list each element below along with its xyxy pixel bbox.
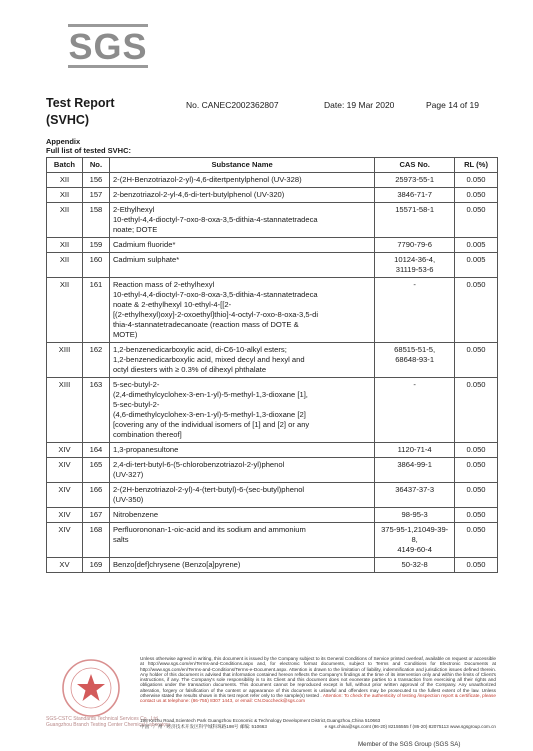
cas-cell: 3864-99-1 bbox=[375, 458, 455, 483]
header-batch: Batch bbox=[47, 158, 83, 173]
header-rl: RL (%) bbox=[455, 158, 498, 173]
seal-caption: SGS-CSTC Standards Technical Services Co., Ltd. Guangzhou Branch Testing Center Chemical Laboratory bbox=[46, 716, 171, 728]
header-substance-name: Substance Name bbox=[109, 158, 374, 173]
batch-cell: XIV bbox=[47, 508, 83, 523]
terms-notice bbox=[140, 656, 496, 704]
substance-name-cell: 2-benzotriazol-2-yl-4,6-di-tert-butylphenol (UV-320) bbox=[109, 188, 374, 203]
email[interactable]: e sgs.china@sgs.com bbox=[324, 724, 370, 729]
page-number: Page 14 of 19 bbox=[426, 100, 479, 110]
cas-cell: - bbox=[375, 278, 455, 343]
cas-cell: 1120-71-4 bbox=[375, 443, 455, 458]
table-row bbox=[47, 188, 498, 203]
substance-name-cell: Cadmium fluoride* bbox=[109, 238, 374, 253]
table-row bbox=[47, 558, 498, 573]
cas-cell: 50-32-8 bbox=[375, 558, 455, 573]
batch-cell: XII bbox=[47, 203, 83, 238]
cas-cell: 7790-79-6 bbox=[375, 238, 455, 253]
appendix-caption: Full list of tested SVHC: bbox=[46, 146, 132, 155]
terms-text: Unless otherwise agreed in writing, this document is issued by the Company subject to its General Conditions of Service printed overleaf, available on request or accessible at http://www.sgs.com/en/Terms-and-Conditions.aspx and, for electronic format documents, subject to Terms and Conditions for Electronic Documents at http://www.sgs.com/en/Terms-and-Conditions/Terms-e-Document.aspx. Attention is drawn to the limitation of liability, indemnification and jurisdiction issues defined therein. Any holder of this document is advised that information contained hereon reflects the Company's findings at the time of its intervention only and within the limits of Client's instructions, if any. The Company's sole responsibility is to its Client and this document does not exonerate parties to a transaction from exercising all their rights and obligations under the transaction documents. This document cannot be reproduced except in full, without prior written approval of the Company. Any unauthorized alteration, forgery or falsification of the content or appearance of this document is unlawful and offenders may be prosecuted to the fullest extent of the law. Unless otherwise stated the results shown in this test report refer only to the sample(s) tested . bbox=[140, 656, 496, 699]
no-cell: 167 bbox=[82, 508, 109, 523]
no-cell: 165 bbox=[82, 458, 109, 483]
batch-cell: XIV bbox=[47, 523, 83, 558]
no-cell: 159 bbox=[82, 238, 109, 253]
report-header bbox=[46, 96, 496, 136]
batch-cell: XIV bbox=[47, 458, 83, 483]
table-row bbox=[47, 203, 498, 238]
header-no: No. bbox=[82, 158, 109, 173]
substance-name-cell: 5-sec-butyl-2- (2,4-dimethylcyclohex-3-en-1-yl)-5-methyl-1,3-dioxane [1], 5-sec-butyl-2- (4,6-dimethylcyclohex-3-en-1-yl)-5-methyl-1,3-dioxane [2] [covering any of the individual isomers of [1] and [2] or any combination thereof] bbox=[109, 378, 374, 443]
cas-cell: 25973-55-1 bbox=[375, 173, 455, 188]
website[interactable]: www.sgsgroup.com.cn bbox=[450, 724, 496, 729]
table-row bbox=[47, 173, 498, 188]
no-cell: 162 bbox=[82, 343, 109, 378]
appendix-label: Appendix bbox=[46, 137, 81, 146]
no-cell: 169 bbox=[82, 558, 109, 573]
substance-name-cell: 2-Ethylhexyl 10-ethyl-4,4-dioctyl-7-oxo-8-oxa-3,5-dithia-4-stannatetradeca noate; DOTE bbox=[109, 203, 374, 238]
no-cell: 156 bbox=[82, 173, 109, 188]
postcode: 邮编: 510663 bbox=[239, 724, 267, 729]
substance-name-cell: 2,4-di-tert-butyl-6-(5-chlorobenzotriazol-2-yl)phenol (UV-327) bbox=[109, 458, 374, 483]
rl-cell: 0.050 bbox=[455, 523, 498, 558]
rl-cell: 0.050 bbox=[455, 508, 498, 523]
authenticity-notice: Attention: To check the authenticity of testing /inspection report & certificate, please contact us at telephone: (86-755) 8307 1443, or email: CN.Doccheck@sgs.com bbox=[140, 693, 496, 704]
rl-cell: 0.050 bbox=[455, 443, 498, 458]
table-header-row bbox=[47, 158, 498, 173]
batch-cell: XIII bbox=[47, 378, 83, 443]
substance-name-cell: Nitrobenzene bbox=[109, 508, 374, 523]
batch-cell: XII bbox=[47, 238, 83, 253]
cas-cell: - bbox=[375, 378, 455, 443]
batch-cell: XII bbox=[47, 188, 83, 203]
report-date: Date: 19 Mar 2020 bbox=[324, 100, 395, 110]
rl-cell: 0.050 bbox=[455, 483, 498, 508]
fax: f (86-20) 82075113 bbox=[410, 724, 449, 729]
table-row bbox=[47, 343, 498, 378]
no-cell: 160 bbox=[82, 253, 109, 278]
batch-cell: XIV bbox=[47, 443, 83, 458]
cas-cell: 36437-37-3 bbox=[375, 483, 455, 508]
table-row bbox=[47, 508, 498, 523]
header-cas-no: CAS No. bbox=[375, 158, 455, 173]
no-cell: 166 bbox=[82, 483, 109, 508]
table-row bbox=[47, 523, 498, 558]
batch-cell: XII bbox=[47, 173, 83, 188]
footer bbox=[46, 654, 498, 739]
no-cell: 158 bbox=[82, 203, 109, 238]
rl-cell: 0.050 bbox=[455, 188, 498, 203]
table-row bbox=[47, 458, 498, 483]
report-title: Test Report bbox=[46, 96, 115, 110]
report-subtitle: (SVHC) bbox=[46, 113, 90, 127]
no-cell: 163 bbox=[82, 378, 109, 443]
table-row bbox=[47, 253, 498, 278]
substance-name-cell: 2-(2H-benzotriazol-2-yl)-4-(tert-butyl)-6-(sec-butyl)phenol (UV-350) bbox=[109, 483, 374, 508]
rl-cell: 0.050 bbox=[455, 203, 498, 238]
table-row bbox=[47, 483, 498, 508]
substance-name-cell: Cadmium sulphate* bbox=[109, 253, 374, 278]
table-row bbox=[47, 238, 498, 253]
cas-cell: 3846-71-7 bbox=[375, 188, 455, 203]
no-cell: 168 bbox=[82, 523, 109, 558]
batch-cell: XII bbox=[47, 253, 83, 278]
address-block bbox=[140, 718, 496, 730]
cas-cell: 15571-58-1 bbox=[375, 203, 455, 238]
inspection-seal bbox=[58, 658, 124, 723]
cas-cell: 98-95-3 bbox=[375, 508, 455, 523]
rl-cell: 0.050 bbox=[455, 173, 498, 188]
no-cell: 157 bbox=[82, 188, 109, 203]
cas-cell: 10124-36-4, 31119-53-6 bbox=[375, 253, 455, 278]
no-cell: 161 bbox=[82, 278, 109, 343]
substance-name-cell: 1,3-propanesultone bbox=[109, 443, 374, 458]
batch-cell: XII bbox=[47, 278, 83, 343]
rl-cell: 0.005 bbox=[455, 238, 498, 253]
tel: t (86-20) 82155555 bbox=[369, 724, 409, 729]
rl-cell: 0.050 bbox=[455, 278, 498, 343]
substance-name-cell: Reaction mass of 2-ethylhexyl 10-ethyl-4,4-dioctyl-7-oxo-8-oxa-3,5-dithia-4-stannatetradeca noate & 2-ethylhexyl 10-ethyl-4-[[2- [(2-ethylhexyl)oxy]-2-oxoethyl]thio]-4-octyl-7-oxo-8-oxa-3,5-di thia-4-stannatetradecanoate (reaction mass of DOTE & MOTE) bbox=[109, 278, 374, 343]
table-row bbox=[47, 278, 498, 343]
rl-cell: 0.050 bbox=[455, 378, 498, 443]
batch-cell: XIV bbox=[47, 483, 83, 508]
cas-cell: 68515-51-5, 68648-93-1 bbox=[375, 343, 455, 378]
appendix-heading bbox=[46, 137, 131, 155]
substance-name-cell: Perfluorononan-1-oic-acid and its sodium and ammonium salts bbox=[109, 523, 374, 558]
batch-cell: XV bbox=[47, 558, 83, 573]
address-en: 198 Kezhu Road,Scientech Park Guangzhou Economic & Technology Development District,Guangzhou,China 510663 bbox=[140, 718, 381, 723]
logo-wordmark: SGS bbox=[68, 26, 148, 67]
batch-cell: XIII bbox=[47, 343, 83, 378]
rl-cell: 0.005 bbox=[455, 253, 498, 278]
no-cell: 164 bbox=[82, 443, 109, 458]
rl-cell: 0.050 bbox=[455, 458, 498, 483]
table-row bbox=[47, 378, 498, 443]
substance-name-cell: 2-(2H-Benzotriazol-2-yl)-4,6-ditertpentylphenol (UV-328) bbox=[109, 173, 374, 188]
rl-cell: 0.050 bbox=[455, 558, 498, 573]
cas-cell: 375-95-1,21049-39-8, 4149-60-4 bbox=[375, 523, 455, 558]
report-number: No. CANEC2002362807 bbox=[186, 100, 279, 110]
substance-name-cell: 1,2-benzenedicarboxylic acid, di-C6-10-alkyl esters; 1,2-benzenedicarboxylic acid, mixed decyl and hexyl and octyl diesters with ≥ 0.3% of dihexyl phthalate bbox=[109, 343, 374, 378]
sgs-logo bbox=[68, 24, 148, 73]
member-note: Member of the SGS Group (SGS SA) bbox=[358, 741, 461, 748]
address-cn: 中国 · 广州 · 经济技术开发区科学城科珠路198号 bbox=[140, 724, 239, 729]
table-row bbox=[47, 443, 498, 458]
rl-cell: 0.050 bbox=[455, 343, 498, 378]
substance-name-cell: Benzo[def]chrysene (Benzo[a]pyrene) bbox=[109, 558, 374, 573]
svhc-table bbox=[46, 157, 498, 573]
